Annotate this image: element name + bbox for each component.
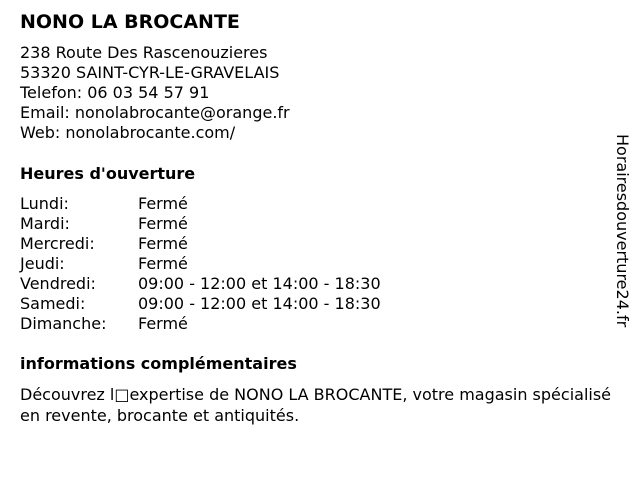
address-city: 53320 SAINT-CYR-LE-GRAVELAIS [20, 63, 280, 82]
hours-row-saturday [20, 294, 440, 314]
day-hours: Fermé [138, 234, 188, 253]
hours-row-friday [20, 274, 440, 294]
day-label: Mercredi: [20, 234, 95, 253]
site-watermark: Horairesdouverture24.fr [613, 134, 632, 328]
address-street: 238 Route Des Rascenouzieres [20, 43, 268, 62]
day-hours: 09:00 - 12:00 et 14:00 - 18:30 [138, 294, 381, 313]
hours-row-tuesday [20, 214, 440, 234]
day-label: Vendredi: [20, 274, 96, 293]
day-label: Jeudi: [20, 254, 65, 273]
website: Web: nonolabrocante.com/ [20, 123, 236, 142]
day-label: Mardi: [20, 214, 70, 233]
day-hours: Fermé [138, 214, 188, 233]
day-hours: Fermé [138, 314, 188, 333]
phone-number: Telefon: 06 03 54 57 91 [20, 83, 210, 102]
business-name: NONO LA BROCANTE [20, 11, 240, 33]
opening-hours-table [20, 194, 440, 334]
opening-hours-heading: Heures d'ouverture [20, 164, 196, 183]
day-hours: Fermé [138, 194, 188, 213]
hours-row-thursday [20, 254, 440, 274]
day-label: Samedi: [20, 294, 86, 313]
hours-row-monday [20, 194, 440, 214]
day-label: Lundi: [20, 194, 69, 213]
day-hours: 09:00 - 12:00 et 14:00 - 18:30 [138, 274, 381, 293]
contact-block [20, 43, 290, 143]
hours-row-wednesday [20, 234, 440, 254]
business-description: Découvrez l□expertise de NONO LA BROCANTE, votre magasin spécialisé en revente, brocante et antiquités. [20, 385, 612, 425]
hours-row-sunday [20, 314, 440, 334]
additional-info-heading: informations complémentaires [20, 354, 297, 373]
day-hours: Fermé [138, 254, 188, 273]
day-label: Dimanche: [20, 314, 107, 333]
email-address: Email: nonolabrocante@orange.fr [20, 103, 290, 122]
